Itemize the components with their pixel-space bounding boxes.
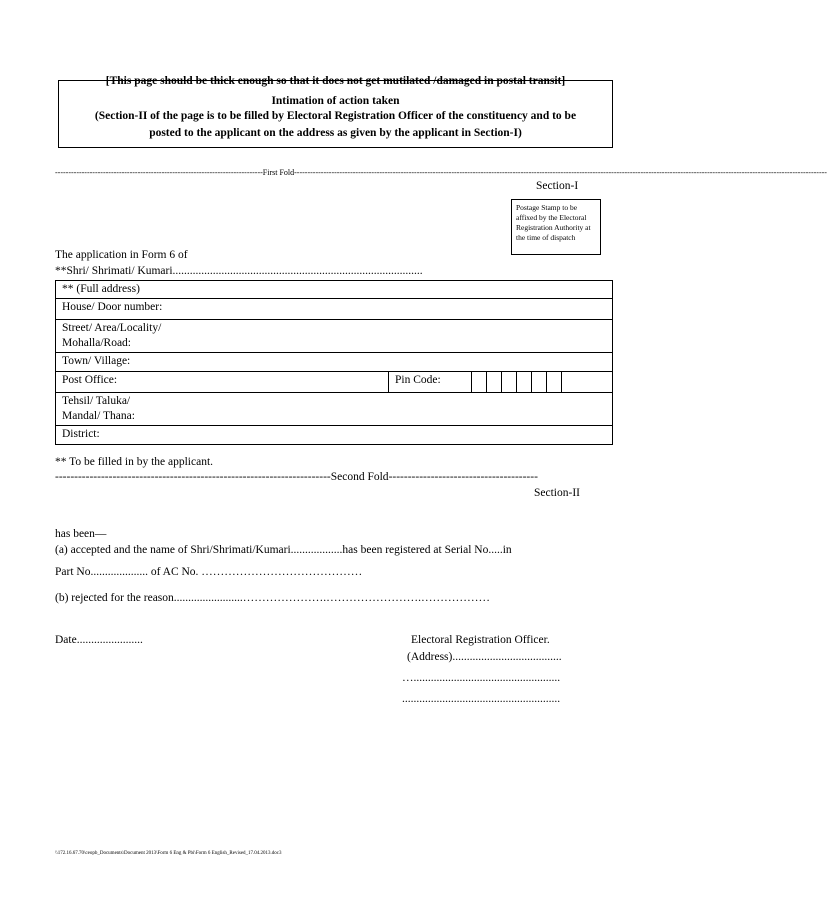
pin-digit-box — [532, 372, 547, 393]
postage-stamp-box: Postage Stamp to be affixed by the Electoral Registration Authority at the time of dispatch — [511, 199, 601, 255]
rejected-line: (b) rejected for the reason........................………………….…………………….……………… — [55, 592, 491, 604]
second-fold-dashes-left: ------------------------------------------------------------------------ — [55, 471, 331, 483]
application-line: The application in Form 6 of — [55, 249, 188, 261]
applicant-name-line: **Shri/ Shrimati/ Kumari....................................................................................... — [55, 265, 423, 277]
second-fold-line — [55, 471, 615, 483]
section-1-title: Section-I — [536, 180, 579, 192]
full-address-label: ** (Full address) — [56, 281, 613, 299]
table-row — [56, 426, 613, 445]
header-line-1: [This page should be thick enough so that it does not get mutilated /damaged in postal transit] — [105, 75, 566, 87]
tehsil-label-1: Tehsil/ Taluka/ — [62, 395, 131, 407]
pin-digit-box — [487, 372, 502, 393]
address-table — [55, 280, 613, 445]
ero-title: Electoral Registration Officer. — [411, 634, 550, 646]
tehsil-label-2: Mandal/ Thana: — [62, 410, 135, 422]
header-title: Intimation of action taken — [271, 95, 400, 107]
table-row — [56, 281, 613, 299]
first-fold-line — [55, 168, 827, 177]
post-office-field: Post Office: — [56, 372, 389, 393]
header-line-3: (Section-II of the page is to be filled by Electoral Registration Officer of the constituency and to be — [94, 110, 577, 122]
accepted-line: (a) accepted and the name of Shri/Shrimati/Kumari..................has been registered at Serial No.....in — [55, 544, 512, 556]
has-been-text: has been— — [55, 528, 107, 540]
first-fold-dashes-right: -------------------------------------------------------------------------------------------------------------------------------------------------------------------------------------------------------- — [294, 168, 827, 177]
ero-address-field: (Address)...................................... — [407, 651, 562, 663]
applicant-note: ** To be filled in by the applicant. — [55, 456, 214, 468]
town-field: Town/ Village: — [56, 353, 613, 372]
address-dots-2: ....................................................... — [402, 693, 561, 705]
date-field: Date....................... — [55, 634, 143, 646]
table-row — [56, 353, 613, 372]
pin-digit-box — [472, 372, 487, 393]
table-row — [56, 372, 613, 393]
header-line-4: posted to the applicant on the address as given by the applicant in Section-I) — [149, 127, 522, 139]
street-label-2: Mohalla/Road: — [62, 337, 131, 349]
pin-extra-cell — [562, 372, 613, 393]
table-row — [56, 299, 613, 320]
house-field: House/ Door number: — [56, 299, 613, 320]
tehsil-field — [56, 393, 613, 426]
street-label-1: Street/ Area/Locality/ — [62, 322, 162, 334]
pin-digit-box — [547, 372, 562, 393]
street-field — [56, 320, 613, 353]
table-row — [56, 320, 613, 353]
first-fold-label: First Fold — [262, 168, 295, 177]
pin-code-label: Pin Code: — [389, 372, 472, 393]
second-fold-dashes-right: --------------------------------------- — [388, 471, 538, 483]
section-2-title: Section-II — [534, 487, 580, 499]
part-no-line: Part No.................... of AC No. …………………………………… — [55, 566, 363, 578]
pin-digit-box — [517, 372, 532, 393]
header-box — [58, 75, 613, 148]
table-row — [56, 393, 613, 426]
district-field: District: — [56, 426, 613, 445]
pin-digit-box — [502, 372, 517, 393]
address-dots-1: …................................................... — [402, 672, 561, 684]
second-fold-label: Second Fold — [330, 471, 389, 483]
footer-file-path: \\172.16.67.70\ceopb_Documents\Document 2013\Form 6 Eng & Pbi\Form 6 English_Revised_17.04.2013.doc3 — [55, 851, 282, 856]
first-fold-dashes-left: ------------------------------------------------------------------------------ — [55, 168, 263, 177]
